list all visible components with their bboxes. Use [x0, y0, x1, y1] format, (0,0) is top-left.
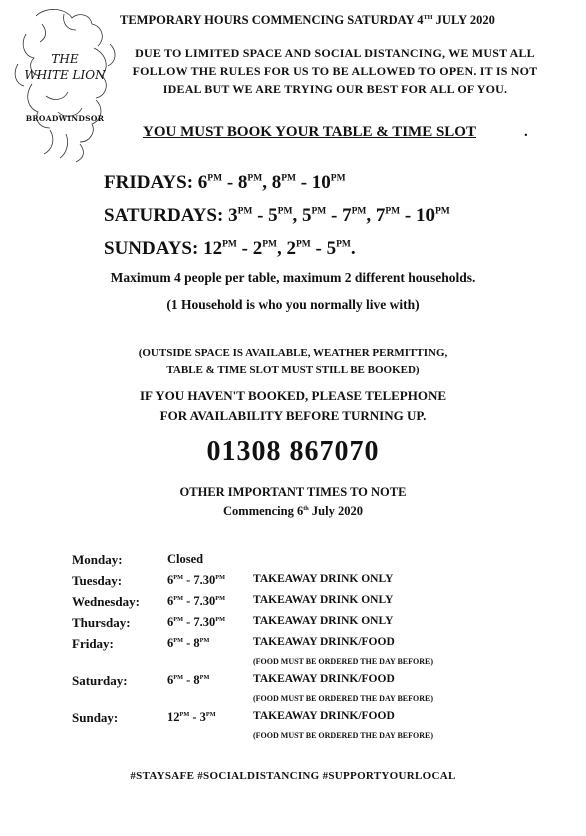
schedule-day: Wednesday: — [72, 594, 140, 609]
hours-saturdays: SATURDAYS: $3^{PM} - 5^{PM}$, $5^{PM} - 7^{PM}$, $7^{PM} - 10^{PM}$ — [104, 205, 450, 226]
white-lion-logo — [6, 4, 124, 164]
schedule-time: $6^{PM} - 7.30^{PM}$ — [167, 615, 225, 629]
schedule-description: TAKEAWAY DRINK/FOOD — [253, 710, 395, 722]
booking-heading: YOU MUST BOOK YOUR TABLE & TIME SLOT — [143, 124, 476, 140]
schedule-note-row — [72, 731, 433, 747]
max-people-text: Maximum 4 people per table, maximum 2 different households. — [110, 270, 476, 285]
other-times-heading — [0, 483, 586, 521]
hours-sundays: SUNDAYS: $12^{PM} - 2^{PM}$, $2^{PM} - 5^{PM}$. — [104, 238, 356, 259]
schedule-time: $6^{PM} - 7.30^{PM}$ — [167, 573, 225, 587]
hours-fridays: FRIDAYS: $6^{PM} - 8^{PM}$, $8^{PM} - 10^{PM}$ — [104, 172, 346, 193]
schedule-row — [72, 636, 433, 657]
other-line: Commencing 6th July 2020 — [223, 504, 363, 518]
schedule-note-row — [72, 694, 433, 710]
schedule-day: Thursday: — [72, 615, 131, 630]
schedule-time: Closed — [167, 552, 204, 566]
schedule-day: Friday: — [72, 636, 114, 651]
schedule-row — [72, 710, 433, 731]
schedule-time: $12^{PM} - 3^{PM}$ — [167, 710, 216, 724]
household-text: (1 Household is who you normally live with) — [166, 297, 420, 312]
call-line: IF YOU HAVEN'T BOOKED, PLEASE TELEPHONE — [139, 388, 447, 403]
schedule-row — [72, 573, 433, 594]
schedule-description: TAKEAWAY DRINK ONLY — [253, 594, 394, 606]
schedule-day: Saturday: — [72, 673, 128, 688]
schedule-day: Tuesday: — [72, 573, 123, 588]
schedule-description: TAKEAWAY DRINK ONLY — [253, 615, 394, 627]
schedule-note-row — [72, 657, 433, 673]
schedule-description: TAKEAWAY DRINK ONLY — [253, 573, 394, 585]
schedule-time: $6^{PM} - 8^{PM}$ — [167, 673, 210, 687]
hashtags: #STAYSAFE #SOCIALDISTANCING #SUPPORTYOURLOCAL — [130, 770, 456, 782]
header-title: TEMPORARY HOURS COMMENCING SATURDAY 4TH JULY 2020 — [120, 13, 495, 27]
logo-broadwindsor: BROADWINDSOR — [25, 114, 105, 123]
schedule-description: TAKEAWAY DRINK/FOOD — [253, 636, 395, 648]
schedule-table — [72, 552, 433, 747]
notice-line: IDEAL BUT WE ARE TRYING OUR BEST FOR ALL OF YOU. — [162, 82, 508, 96]
schedule-note: (FOOD MUST BE ORDERED THE DAY BEFORE) — [253, 657, 434, 666]
schedule-day: Sunday: — [72, 710, 119, 725]
hours-slots: $12^{PM} - 2^{PM}$, $2^{PM} - 5^{PM}$. — [203, 238, 356, 259]
schedule-description: TAKEAWAY DRINK/FOOD — [253, 673, 395, 685]
schedule-row — [72, 594, 433, 615]
phone-number: 01308 867070 — [206, 436, 380, 467]
schedule-note: (FOOD MUST BE ORDERED THE DAY BEFORE) — [253, 731, 434, 740]
schedule-time: $6^{PM} - 7.30^{PM}$ — [167, 594, 225, 608]
call-line: FOR AVAILABILITY BEFORE TURNING UP. — [159, 408, 427, 423]
schedule-note: (FOOD MUST BE ORDERED THE DAY BEFORE) — [253, 694, 434, 703]
booking-dot: . — [524, 124, 528, 140]
outside-line: TABLE & TIME SLOT MUST STILL BE BOOKED) — [166, 364, 420, 376]
logo-the: THE — [51, 52, 79, 66]
lion-crest-icon — [6, 4, 124, 164]
schedule-row — [72, 552, 433, 573]
schedule-row — [72, 615, 433, 636]
outside-line: (OUTSIDE SPACE IS AVAILABLE, WEATHER PERMITTING, — [138, 347, 448, 359]
schedule-row — [72, 673, 433, 694]
notice-text — [112, 44, 558, 98]
schedule-day: Monday: — [72, 552, 123, 567]
notice-line: FOLLOW THE RULES FOR US TO BE ALLOWED TO OPEN. IT IS NOT — [132, 64, 538, 78]
logo-white-lion: WHITE LION — [24, 68, 106, 82]
telephone-notice — [0, 386, 586, 426]
outside-space-text — [0, 345, 586, 379]
schedule-description — [253, 552, 433, 573]
schedule-time: $6^{PM} - 8^{PM}$ — [167, 636, 210, 650]
hours-slots: $6^{PM} - 8^{PM}$, $8^{PM} - 10^{PM}$ — [197, 172, 346, 193]
hours-slots: $3^{PM} - 5^{PM}$, $5^{PM} - 7^{PM}$, $7^{PM} - 10^{PM}$ — [228, 205, 450, 226]
notice-line: DUE TO LIMITED SPACE AND SOCIAL DISTANCING, WE MUST ALL — [135, 46, 535, 60]
other-line: OTHER IMPORTANT TIMES TO NOTE — [179, 485, 407, 499]
